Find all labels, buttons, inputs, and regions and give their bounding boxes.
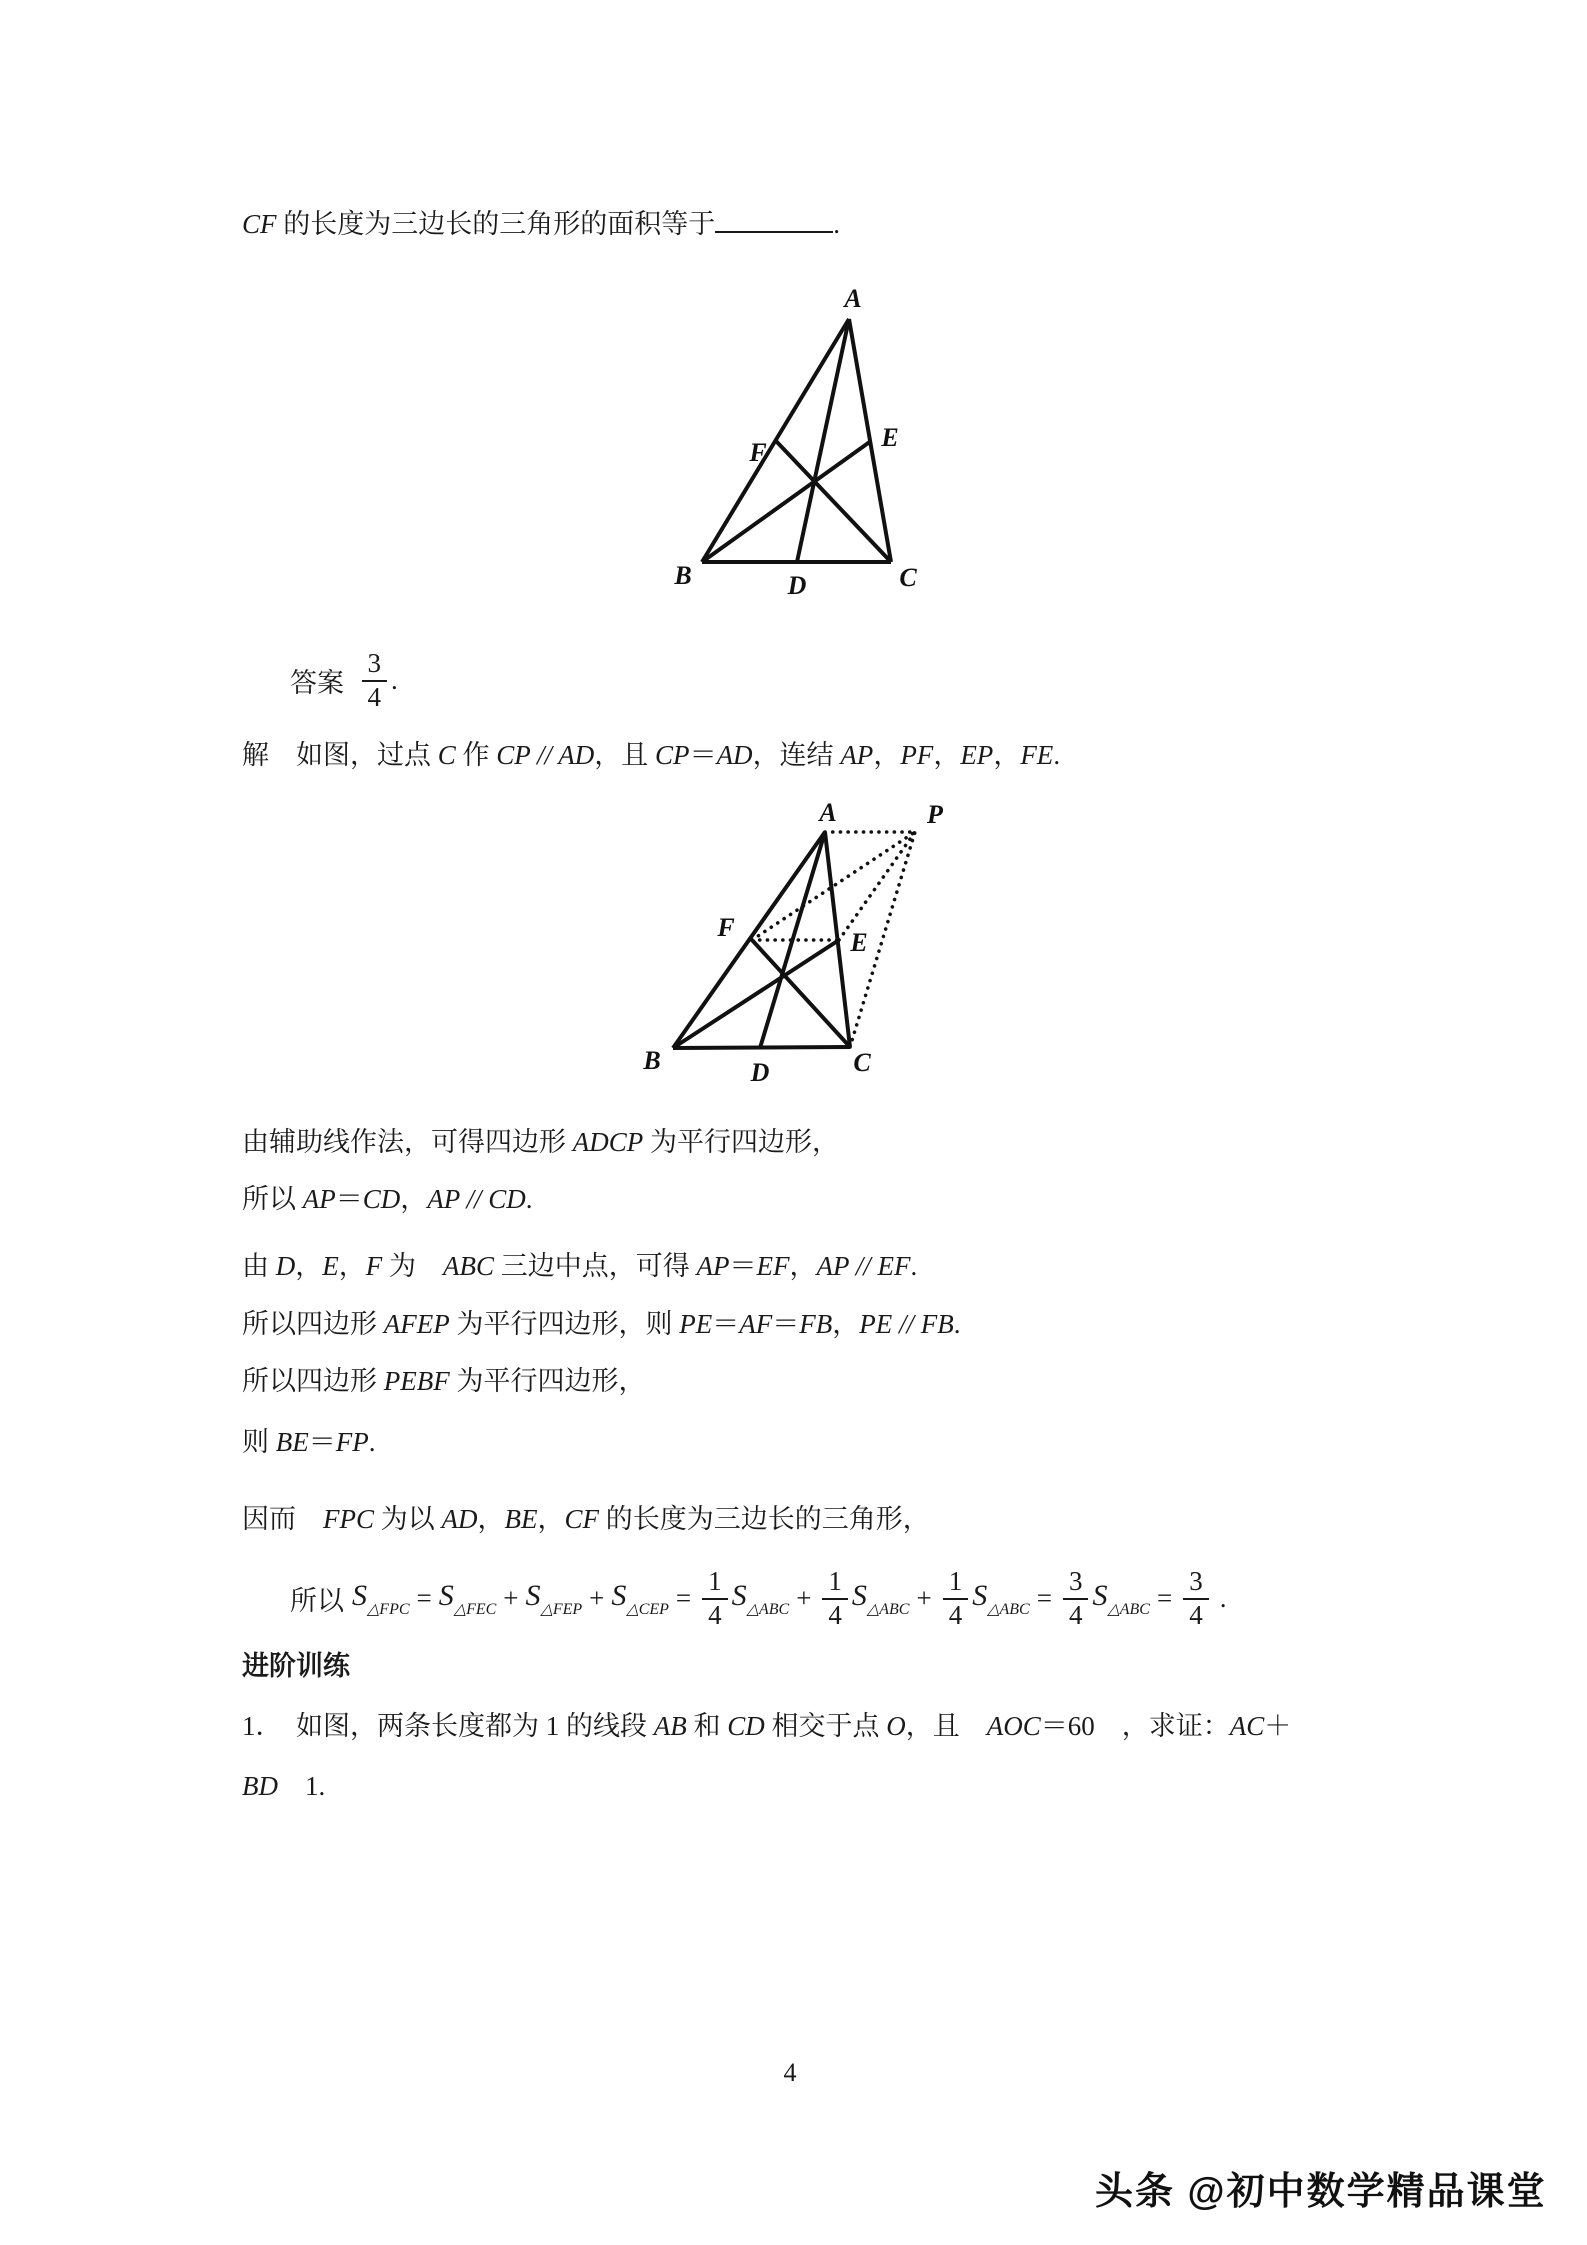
text-run: ＝ <box>729 1251 757 1281</box>
text-run: 所以四边形 <box>242 1309 384 1339</box>
vertex-label-D: D <box>750 1058 770 1087</box>
fraction-denominator: 4 <box>948 1599 963 1630</box>
math-var: CD <box>362 1184 401 1214</box>
math-var: EF <box>756 1251 790 1281</box>
math-var: AD <box>716 740 753 770</box>
math-var: // <box>530 740 559 770</box>
answer-line <box>290 648 398 714</box>
area-symbol-term <box>732 1579 790 1619</box>
construction-line <box>242 737 1060 773</box>
math-var: O <box>886 1711 906 1741</box>
text-run: 为 <box>382 1251 443 1281</box>
text-run: 1． 如图，两条长度都为 1 的线段 <box>242 1711 654 1741</box>
math-var: AP <box>840 740 874 770</box>
math-var: // <box>459 1184 489 1214</box>
math-var: AD <box>558 740 595 770</box>
text-run: . <box>525 1184 533 1214</box>
operator: . <box>1219 1583 1227 1614</box>
text-run: ， <box>295 1251 323 1281</box>
text-run: 所以四边形 <box>242 1366 384 1396</box>
math-var: CF <box>564 1504 600 1534</box>
math-var: AP <box>696 1251 730 1281</box>
vertex-label-A: A <box>844 284 862 313</box>
math-var: // <box>849 1251 878 1281</box>
math-var: EF <box>877 1251 911 1281</box>
exercise-1-line <box>242 1708 1291 1744</box>
area-symbol-term <box>526 1579 583 1619</box>
segment-FP-dotted <box>752 832 915 940</box>
text-run: ，且 <box>905 1711 987 1741</box>
math-var: CD <box>727 1711 765 1741</box>
vertex-label-F: F <box>749 438 767 467</box>
vertex-label-C: C <box>853 1048 871 1077</box>
fraction <box>822 1566 848 1632</box>
math-var: AFEP <box>383 1309 450 1339</box>
vertex-label-C: C <box>899 563 917 592</box>
operator: = <box>1156 1583 1173 1614</box>
operator: + <box>796 1583 812 1614</box>
text-run: ， <box>477 1504 505 1534</box>
text-run: ，且 <box>594 740 656 770</box>
math-var: CP <box>496 740 531 770</box>
math-var: AP <box>427 1184 460 1214</box>
math-var: BD <box>242 1771 278 1801</box>
text-run: ， <box>993 740 1021 770</box>
proof-line-1 <box>242 1124 839 1160</box>
answer-fraction-numerator: 3 <box>362 648 388 682</box>
text-run: . <box>833 209 841 239</box>
text-run: 的长度为三边长的三角形的面积等于 <box>276 209 716 239</box>
vertex-label-B: B <box>643 1046 661 1075</box>
math-var: ADCP <box>572 1127 644 1157</box>
text-run: ＋ <box>1264 1711 1292 1741</box>
text-run: . <box>368 1427 376 1457</box>
fraction-numerator: 3 <box>1183 1566 1209 1600</box>
text-run: ， <box>537 1504 565 1534</box>
text-run: ＝ <box>335 1184 363 1214</box>
fraction-denominator: 4 <box>1189 1599 1203 1630</box>
proof-line-5 <box>242 1363 645 1399</box>
fraction-numerator: 3 <box>1063 1566 1089 1600</box>
figure-triangle-medians-with-p <box>580 780 1000 1110</box>
text-run: ，连结 <box>752 740 841 770</box>
vertex-label-E: E <box>850 928 868 957</box>
triangle-subscript: △ABC <box>746 1600 790 1618</box>
text-run: 三边中点，可得 <box>494 1251 697 1281</box>
operator: + <box>916 1583 932 1614</box>
math-var: FPC <box>323 1504 374 1534</box>
text-run: . <box>910 1251 918 1281</box>
area-symbol: S <box>731 1578 747 1612</box>
proof-line-3 <box>242 1248 917 1284</box>
section-heading-advanced-training: 进阶训练 <box>242 1651 350 1681</box>
proof-line-6 <box>242 1424 376 1460</box>
fraction <box>1183 1566 1209 1632</box>
area-symbol-term <box>852 1579 910 1619</box>
area-symbol-term <box>352 1579 410 1619</box>
math-var: BE <box>504 1504 538 1534</box>
math-var: FE <box>1020 740 1054 770</box>
vertex-label-E: E <box>881 423 899 452</box>
fraction-numerator: 1 <box>822 1566 848 1600</box>
math-var: AOC <box>986 1711 1041 1741</box>
triangle-subscript: △FEP <box>540 1600 583 1618</box>
fraction <box>943 1566 969 1632</box>
formula-tokens <box>352 1566 1233 1632</box>
fraction-numerator: 1 <box>702 1566 728 1600</box>
text-run: 和 <box>686 1711 728 1741</box>
text-run: 解 如图，过点 <box>242 740 438 770</box>
area-symbol: S <box>352 1578 367 1612</box>
math-var: AC <box>1229 1711 1265 1741</box>
text-run: ， <box>873 740 901 770</box>
proof-line-4 <box>242 1306 961 1342</box>
triangle-subscript: △FEC <box>453 1600 497 1618</box>
math-var: BE <box>275 1427 309 1457</box>
exercise-1-line-continued <box>242 1768 325 1804</box>
text-run: . <box>1053 740 1061 770</box>
text-run: ＝ <box>772 1309 800 1339</box>
intro-line <box>242 206 840 242</box>
area-symbol: S <box>851 1578 867 1612</box>
math-var: F <box>365 1251 383 1281</box>
area-symbol-term <box>439 1579 497 1619</box>
text-run: 为平行四边形， <box>449 1366 646 1396</box>
operator: + <box>589 1583 605 1614</box>
text-run: ， <box>832 1309 860 1339</box>
vertex-label-P: P <box>927 800 943 829</box>
text-run: ， <box>933 740 961 770</box>
text-run: 1. <box>278 1771 326 1801</box>
vertex-label-F: F <box>717 913 735 942</box>
triangle-subscript: △CEP <box>626 1600 669 1618</box>
area-formula <box>290 1566 1233 1632</box>
proof-line-2 <box>242 1181 533 1217</box>
segment-BE <box>673 940 839 1048</box>
math-var: PE <box>679 1309 713 1339</box>
area-symbol-term <box>1092 1579 1150 1619</box>
math-var: AB <box>653 1711 687 1741</box>
area-symbol: S <box>611 1578 627 1612</box>
formula-prefix: 所以 <box>290 1586 344 1617</box>
math-var: EP <box>960 740 994 770</box>
answer-period: . <box>391 665 398 696</box>
math-var: AF <box>739 1309 773 1339</box>
math-var: // <box>892 1309 921 1339</box>
text-run: ＝ <box>689 740 717 770</box>
math-var: FB <box>799 1309 833 1339</box>
answer-label: 答案 <box>290 668 344 699</box>
area-symbol: S <box>972 1578 988 1612</box>
answer-blank-underline <box>715 206 833 233</box>
text-run: 则 <box>242 1427 276 1457</box>
math-var: AP <box>302 1184 336 1214</box>
text-run: ， <box>400 1184 428 1214</box>
operator: = <box>1036 1583 1052 1614</box>
fraction <box>1063 1566 1089 1632</box>
answer-fraction-denominator: 4 <box>367 681 381 712</box>
math-var: CF <box>242 209 277 239</box>
segment-BE <box>702 441 871 562</box>
text-run: 所以 <box>242 1184 303 1214</box>
area-symbol: S <box>525 1578 541 1612</box>
vertex-label-B: B <box>674 561 692 590</box>
segment-AB <box>673 832 825 1048</box>
text-run: ， <box>338 1251 366 1281</box>
vertex-label-D: D <box>787 571 807 600</box>
math-var: FP <box>335 1427 369 1457</box>
math-var: E <box>322 1251 339 1281</box>
text-run: . <box>953 1309 961 1339</box>
math-var: PE <box>859 1309 893 1339</box>
segment-AB <box>702 319 849 562</box>
text-run: 作 <box>455 740 497 770</box>
text-run: ， <box>789 1251 817 1281</box>
text-run: 为平行四边形，则 <box>449 1309 680 1339</box>
text-run: 由 <box>242 1251 276 1281</box>
segment-EP-dotted <box>839 832 915 940</box>
math-var: C <box>437 740 456 770</box>
area-symbol-term <box>972 1579 1030 1619</box>
page-number: 4 <box>783 2058 797 2087</box>
math-var: ABC <box>443 1251 494 1281</box>
fraction <box>702 1566 728 1632</box>
proof-line-7 <box>242 1501 930 1537</box>
watermark-text: 头条 @初中数学精品课堂 <box>1095 2171 1547 2213</box>
vertex-label-A: A <box>819 798 837 827</box>
text-run: ＝ <box>712 1309 740 1339</box>
answer-fraction <box>362 648 388 714</box>
text-run: ＝60 ，求证： <box>1040 1711 1230 1741</box>
area-symbol-term <box>611 1579 669 1619</box>
text-run: ＝ <box>308 1427 336 1457</box>
area-symbol: S <box>438 1578 454 1612</box>
text-run: 的长度为三边长的三角形， <box>599 1504 930 1534</box>
math-var: AD <box>441 1504 478 1534</box>
fraction-numerator: 1 <box>943 1566 969 1600</box>
text-run: 因而 <box>242 1504 323 1534</box>
triangle-subscript: △ABC <box>866 1600 910 1618</box>
math-var: CD <box>488 1184 526 1214</box>
figure-triangle-medians <box>620 280 960 610</box>
math-var: PF <box>900 740 934 770</box>
math-var: PEBF <box>383 1366 450 1396</box>
math-var: FB <box>920 1309 954 1339</box>
math-var: CP <box>655 740 690 770</box>
operator: = <box>675 1583 692 1614</box>
triangle-subscript: △FPC <box>367 1600 410 1618</box>
text-run: 相交于点 <box>764 1711 887 1741</box>
triangle-subscript: △ABC <box>987 1600 1030 1618</box>
segment-AD <box>797 319 849 562</box>
fraction-denominator: 4 <box>708 1599 722 1630</box>
math-var: D <box>275 1251 296 1281</box>
math-var: AP <box>816 1251 849 1281</box>
fraction-denominator: 4 <box>1068 1599 1083 1630</box>
answer-gap <box>344 665 358 696</box>
text-run: 为平行四边形， <box>643 1127 839 1157</box>
triangle-subscript: △ABC <box>1107 1600 1150 1618</box>
operator: = <box>416 1583 432 1614</box>
text-run: 由辅助线作法，可得四边形 <box>242 1127 573 1157</box>
area-symbol: S <box>1092 1578 1108 1612</box>
fraction-denominator: 4 <box>828 1599 842 1630</box>
operator: + <box>503 1583 519 1614</box>
text-run: 为以 <box>374 1504 442 1534</box>
